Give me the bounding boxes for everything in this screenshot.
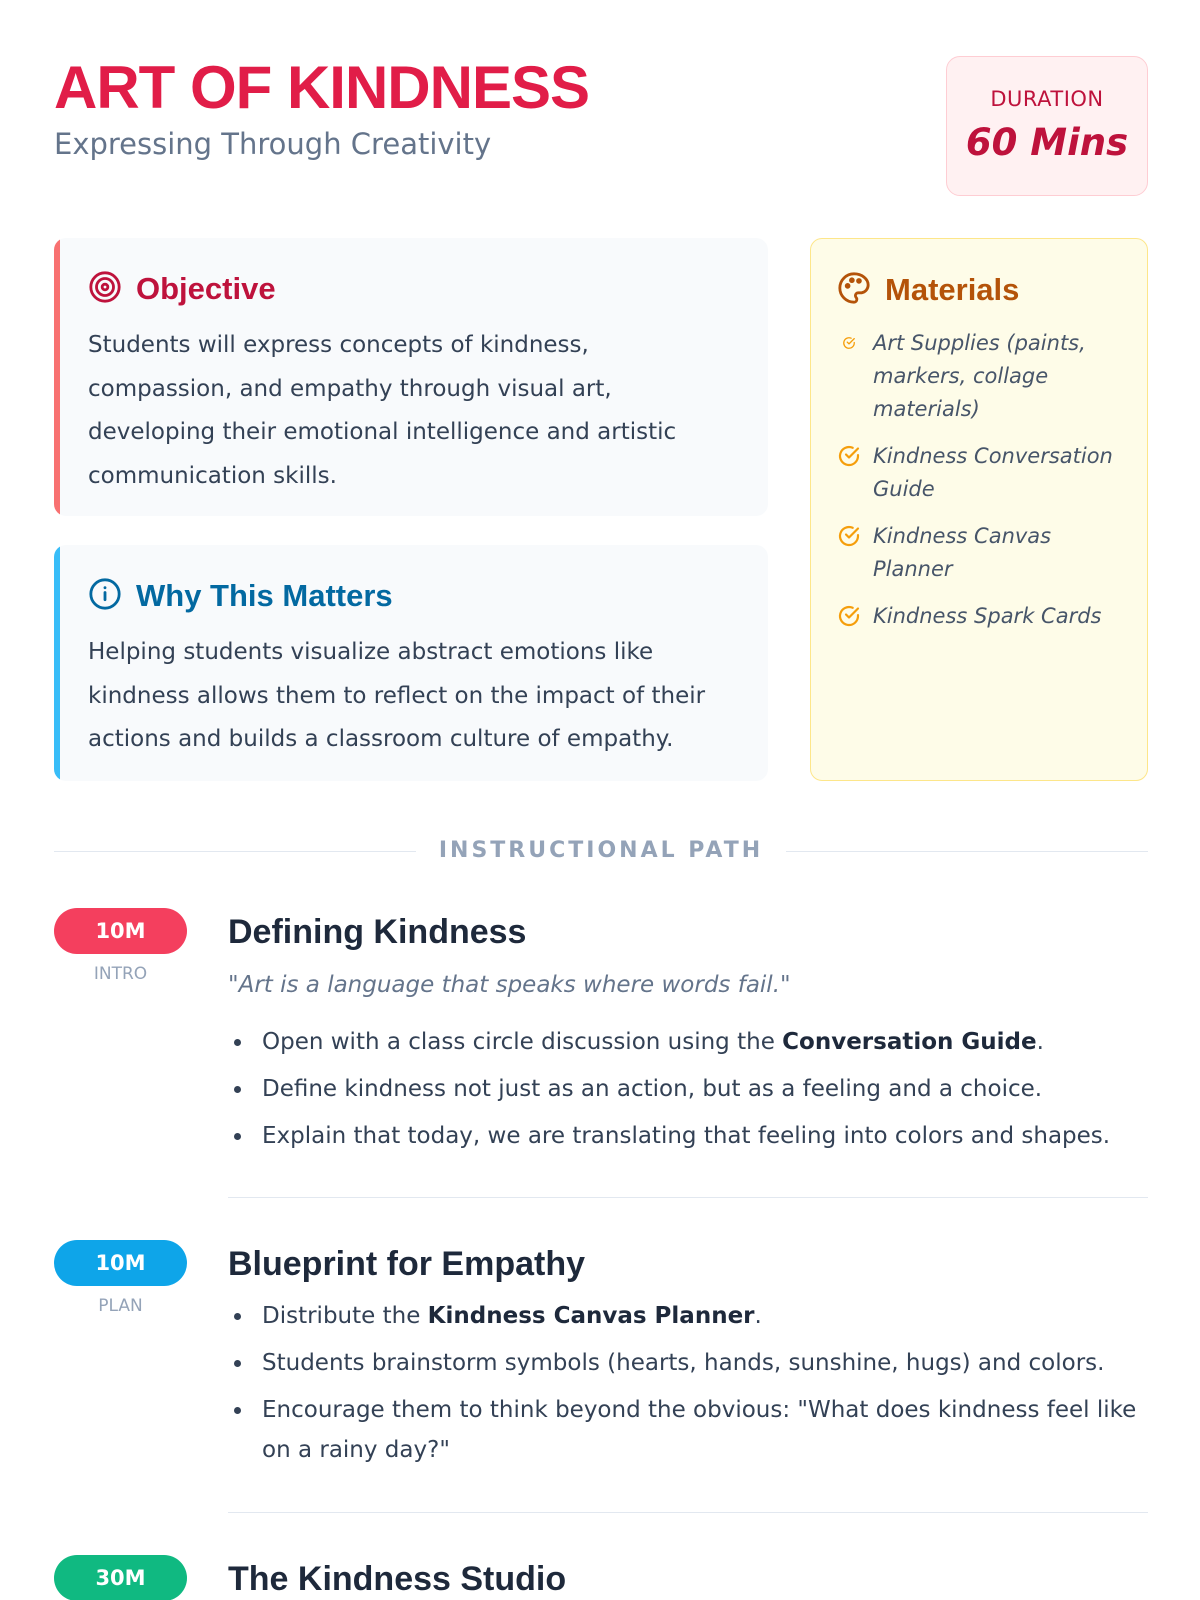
instructional-path-divider [54, 836, 1148, 866]
duration-value: 60 Mins [965, 121, 1129, 164]
objective-accent-bar [54, 238, 60, 516]
materials-item-label: Kindness Canvas Planner [873, 524, 1052, 581]
step-separator [228, 1512, 1148, 1513]
why-header [88, 577, 393, 615]
step-separator [228, 1197, 1148, 1198]
step-bullets [228, 1022, 1148, 1163]
lesson-title: ART OF KINDNESS [54, 54, 590, 121]
phase-label: INTRO [93, 964, 148, 984]
materials-list [837, 327, 1133, 652]
bullet-item [228, 1116, 1148, 1156]
bullet-text: Explain that today, we are translating that feeling into colors and shapes. [262, 1123, 1111, 1149]
bullet-item [228, 1296, 1148, 1336]
bullet-text: Encourage them to think beyond the obvious: "What does kindness feel like on a rainy day?" [262, 1397, 1137, 1463]
bullet-text: Students brainstorm symbols (hearts, hands, sunshine, hugs) and colors. [262, 1350, 1105, 1376]
phase-label: PLAN [98, 1296, 143, 1316]
materials-item [837, 440, 1133, 506]
step-title: Defining Kindness [228, 913, 527, 951]
check-circle-icon [837, 600, 861, 638]
divider-line-right [786, 851, 1148, 852]
materials-header [837, 271, 1019, 309]
materials-title: Materials [885, 272, 1020, 307]
time-pill: 10M [54, 908, 187, 954]
target-icon [88, 270, 122, 308]
step-quote: "Art is a language that speaks where words fail." [228, 972, 791, 998]
check-circle-icon [837, 327, 861, 360]
why-accent-bar [54, 545, 60, 781]
why-title: Why This Matters [136, 578, 393, 613]
duration-badge [946, 56, 1148, 196]
palette-icon [837, 271, 871, 309]
objective-text: Students will express concepts of kindness, compassion, and empathy through visual art, developing their emotional intelligence and artistic communication skills. [88, 332, 677, 489]
info-icon [88, 577, 122, 615]
materials-item-label: Kindness Spark Cards [873, 604, 1102, 628]
why-text: Helping students visualize abstract emotions like kindness allows them to reflect on the impact of their actions and builds a classroom culture of empathy. [88, 639, 706, 752]
time-pill: 10M [54, 1240, 187, 1286]
bullet-text: Define kindness not just as an action, but as a feeling and a choice. [262, 1076, 1043, 1102]
check-circle-icon [837, 520, 861, 558]
step-bullets [228, 1296, 1148, 1477]
objective-header [88, 270, 276, 308]
objective-card [54, 238, 768, 516]
lesson-header [54, 56, 1148, 196]
duration-label: DURATION [990, 87, 1104, 111]
section-label: INSTRUCTIONAL PATH [438, 838, 764, 863]
bullet-text-end: . [1036, 1029, 1044, 1055]
step-title: The Kindness Studio [228, 1560, 567, 1598]
materials-card [810, 238, 1148, 781]
materials-item [837, 600, 1133, 638]
lesson-subtitle: Expressing Through Creativity [54, 127, 492, 161]
materials-item [837, 520, 1133, 586]
bullet-emphasis: Kindness Canvas Planner [427, 1303, 755, 1329]
materials-item [837, 327, 1133, 426]
bullet-item [228, 1022, 1148, 1062]
bullet-item [228, 1390, 1148, 1470]
bullet-item [228, 1069, 1148, 1109]
why-card [54, 545, 768, 781]
bullet-emphasis: Conversation Guide [782, 1029, 1037, 1055]
materials-item-label: Kindness Conversation Guide [873, 444, 1113, 501]
bullet-text-end: . [754, 1303, 762, 1329]
bullet-text: Open with a class circle discussion using the [262, 1029, 783, 1055]
objective-title: Objective [136, 271, 276, 306]
bullet-text: Distribute the [262, 1303, 428, 1329]
check-circle-icon [837, 440, 861, 478]
materials-item-label: Art Supplies (paints, markers, collage materials) [873, 331, 1086, 421]
step-title: Blueprint for Empathy [228, 1245, 586, 1283]
time-pill: 30M [54, 1555, 187, 1600]
bullet-item [228, 1343, 1148, 1383]
